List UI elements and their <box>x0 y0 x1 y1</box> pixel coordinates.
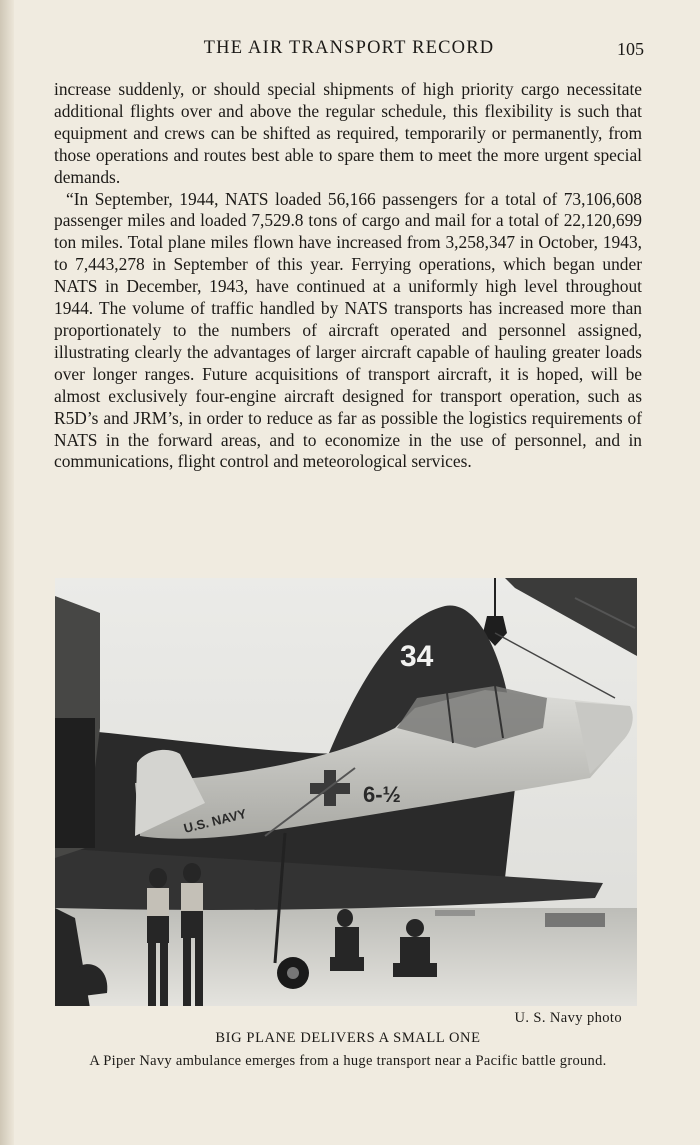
paragraph: “In September, 1944, NATS loaded 56,166 passengers for a total of 73,106,608 passenger miles and loaded 7,529.8 tons of cargo and mail for a total of 22,120,699 ton miles. Total plane miles flown have increased from 3,258,347 in October, 1943, to 7,443,278 in September of this year. Ferrying operations, which began under NATS in December, 1943, have continued at a uniformly high level throughout 1944. The volume of traffic handled by NATS transports has increased more than proportionately to the numbers of aircraft operated and personnel assigned, illustrating clearly the advantages of larger aircraft capable of hauling greater loads over longer ranges. Future acquisitions of transport aircraft, it is hoped, will be almost exclusively four-engine aircraft designed for transport operation, such as R5D’s and JRM’s, in order to reduce as far as possible the logistics requirements of NATS in the forward areas, and to economize in the use of personnel, and in communications, flight control and meteorological services. <box>54 188 642 472</box>
plane-photo-illustration <box>55 578 637 1006</box>
caption-text: A Piper Navy ambulance emerges from a huge transport near a Pacific battle ground. <box>89 1053 607 1069</box>
page-header <box>54 38 644 62</box>
page-gutter-shadow <box>0 0 14 1145</box>
navy-lettering: U.S. NAVY <box>182 805 248 836</box>
tail-number: 34 <box>400 640 434 673</box>
caption-title: BIG PLANE DELIVERS A SMALL ONE <box>215 1030 481 1046</box>
page-number: 105 <box>617 39 644 59</box>
body-text <box>54 79 642 473</box>
running-title: THE AIR TRANSPORT RECORD <box>203 38 495 58</box>
paragraph: increase suddenly, or should special shipments of high priority cargo necessitate additional flights over and above the regular schedule, this flexibility is such that equipment and crews can be shifted as required, temporarily or permanently, from those operations and routes best able to spare them to meet the more urgent special demands. <box>54 79 642 187</box>
fuselage-marking: 6-½ <box>363 782 401 807</box>
photograph <box>55 578 637 1006</box>
photo-credit: U. S. Navy photo <box>514 1010 622 1026</box>
